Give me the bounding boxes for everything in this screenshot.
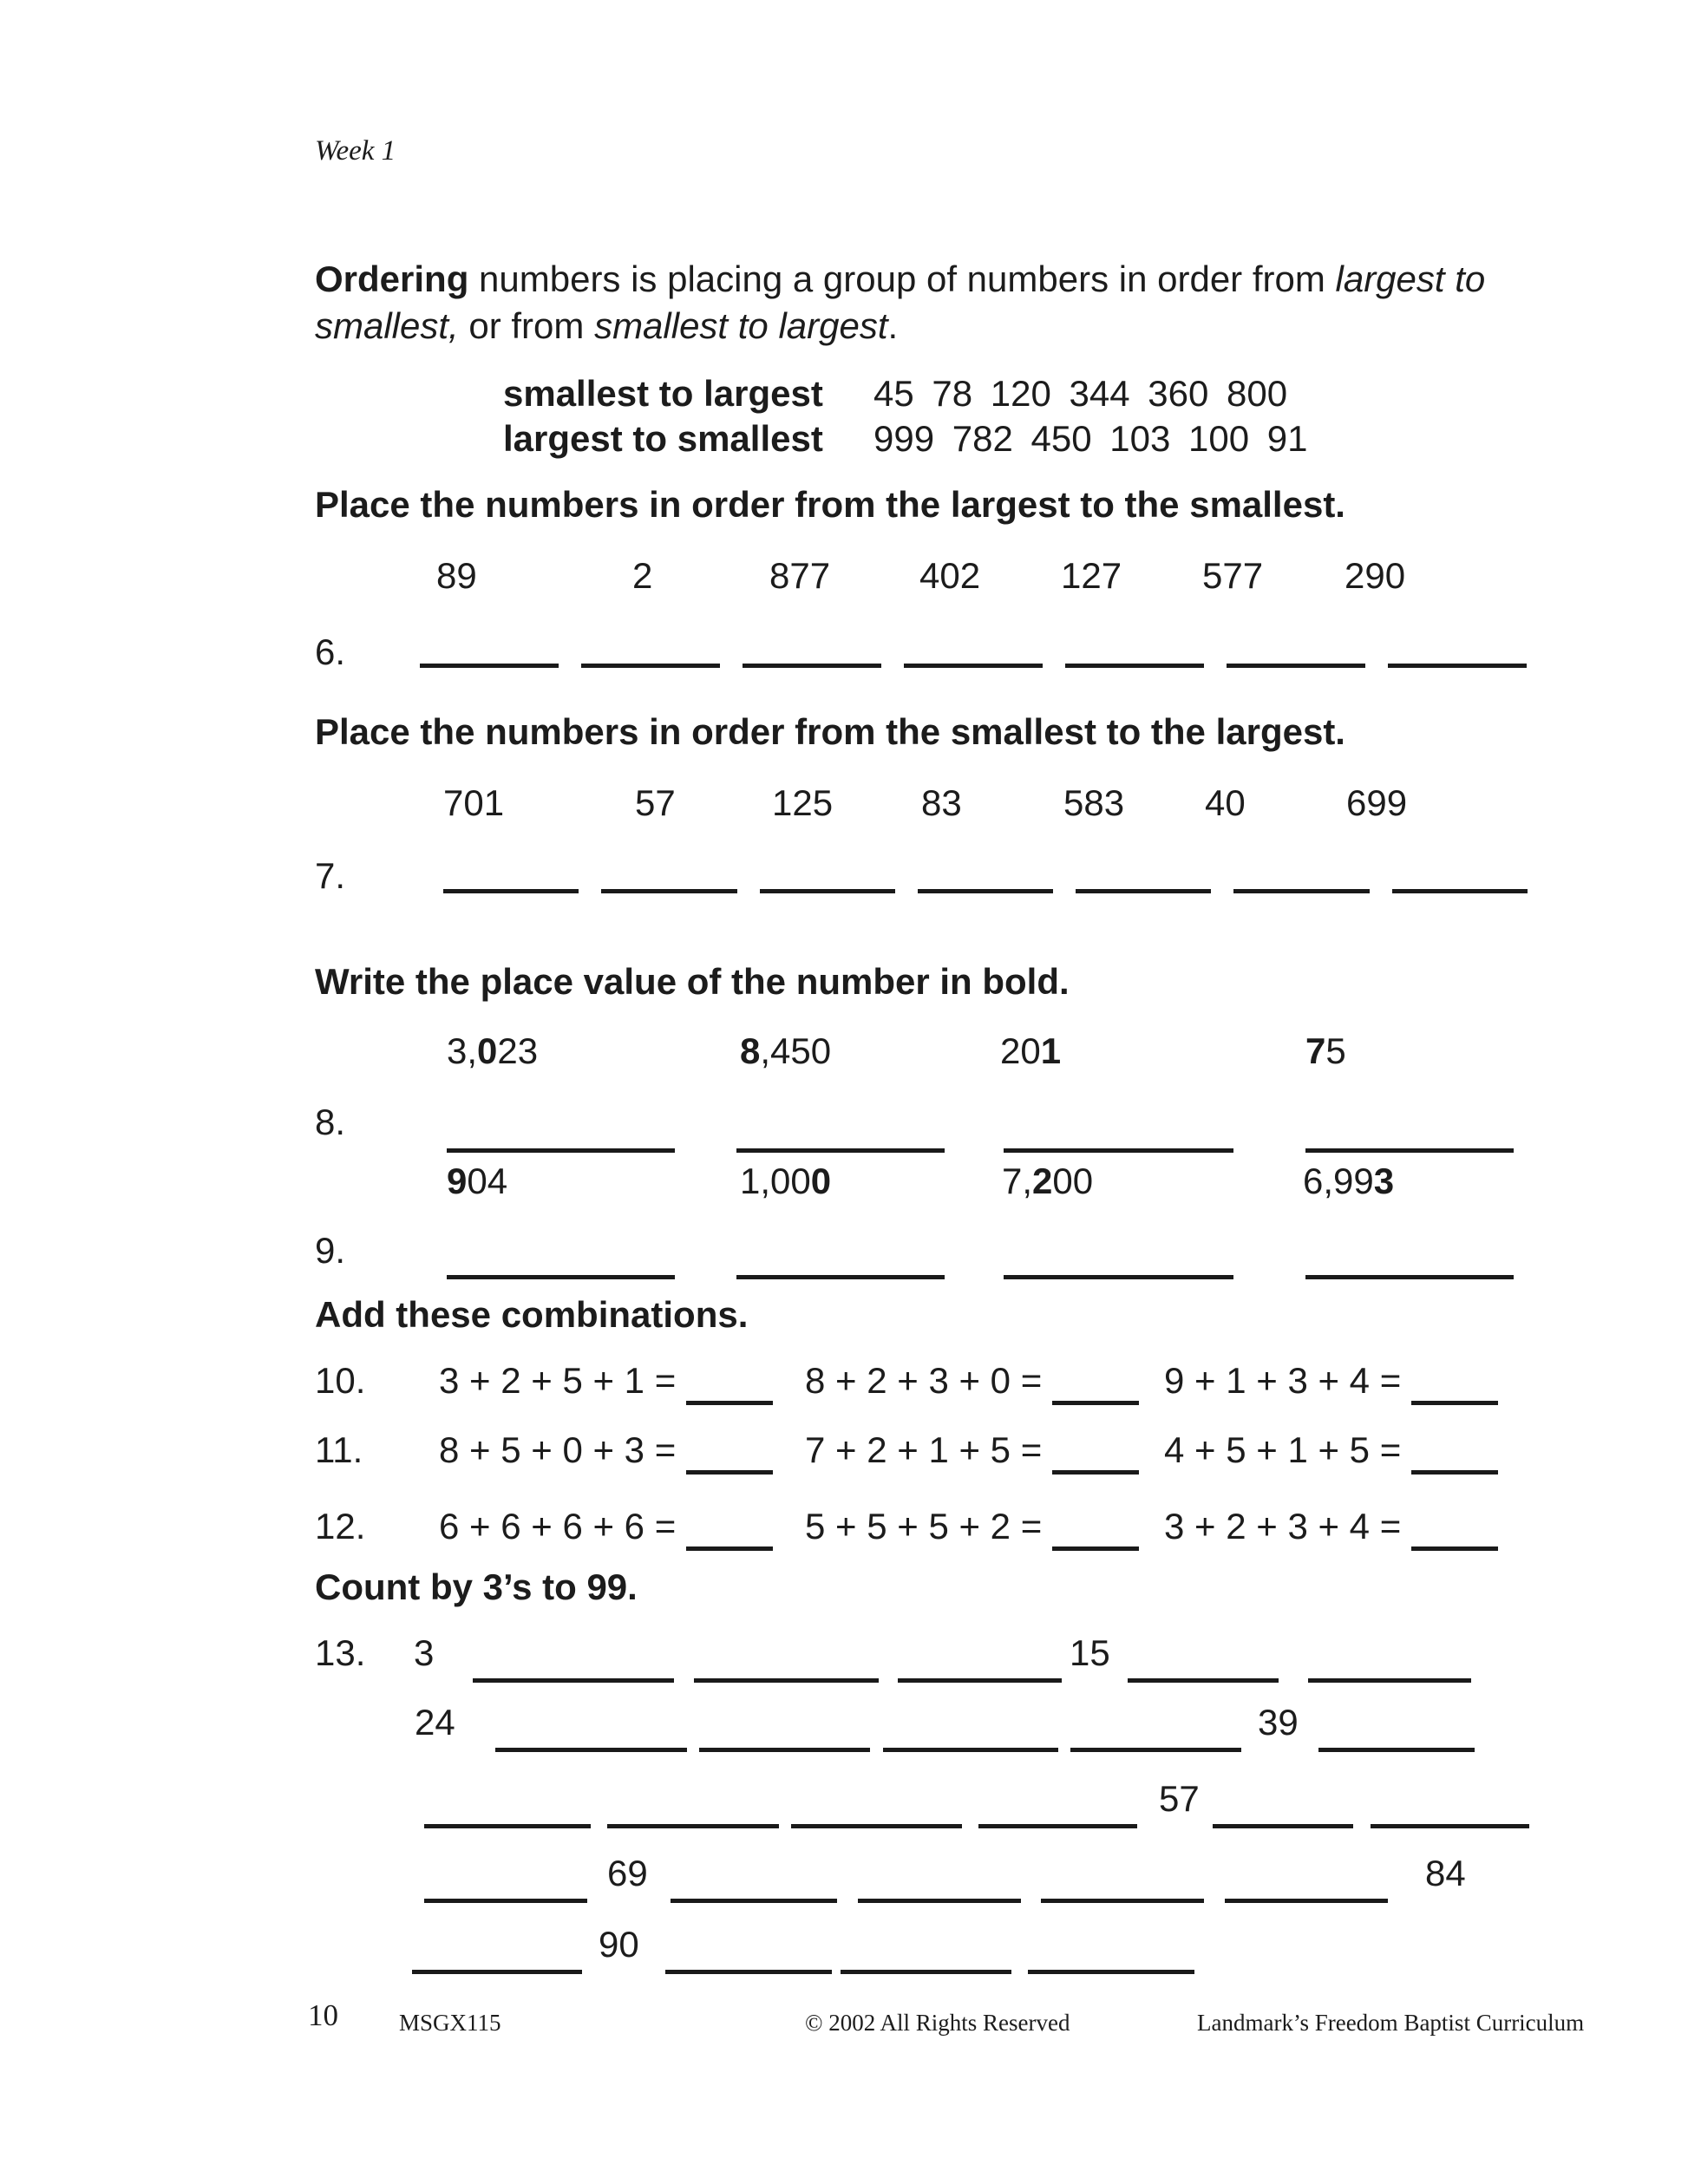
expression-text: 6 + 6 + 6 + 6 =: [439, 1506, 677, 1546]
answer-blank: [1308, 1635, 1471, 1683]
heading-count-by-3: Count by 3’s to 99.: [315, 1566, 638, 1607]
given-number: 125: [772, 782, 834, 823]
answer-blank: [904, 626, 1043, 668]
given-number: 127: [1061, 555, 1122, 596]
given-number: 57: [1159, 1778, 1200, 1819]
given-number: 2: [632, 555, 653, 596]
answer-blanks-q7: [443, 852, 1528, 893]
expression: [1164, 1504, 1498, 1551]
answer-blank: [694, 1635, 879, 1683]
count-row-1: [0, 1631, 1688, 1684]
expression: [1164, 1358, 1498, 1405]
example-label-smallest-to-largest: smallest to largest: [503, 373, 823, 414]
answer-blank: [671, 1855, 837, 1903]
place-value-number: 8,450: [740, 1030, 832, 1071]
item-number-8: 8.: [315, 1102, 346, 1142]
expression-text: 5 + 5 + 5 + 2 =: [805, 1506, 1043, 1546]
answer-blank: [1225, 1855, 1388, 1903]
footer-code: MSGX115: [399, 2010, 501, 2036]
given-number: 583: [1063, 782, 1125, 823]
expression: [805, 1358, 1139, 1405]
expression-text: 8 + 5 + 0 + 3 =: [439, 1429, 677, 1470]
answer-blank: [686, 1363, 773, 1405]
answer-blank: [743, 626, 881, 668]
given-number: 89: [436, 555, 477, 596]
given-number: 39: [1258, 1702, 1299, 1743]
answer-blank: [1041, 1855, 1204, 1903]
given-number: 3: [414, 1632, 435, 1673]
answer-blank: [791, 1781, 962, 1828]
answer-blank: [1411, 1508, 1498, 1551]
answer-blank: [1004, 1105, 1233, 1153]
answer-blank: [607, 1781, 779, 1828]
answer-blank: [447, 1232, 675, 1279]
example-numbers-smallest-to-largest: 45 78 120 344 360 800: [873, 373, 1288, 414]
answer-blank: [1076, 852, 1211, 893]
answer-blank: [420, 626, 559, 668]
answer-blank: [978, 1781, 1137, 1828]
given-number: 69: [607, 1853, 648, 1893]
given-number: 84: [1425, 1853, 1466, 1893]
answer-blank: [918, 852, 1053, 893]
answer-blank: [898, 1635, 1062, 1683]
item-number-11: 11.: [315, 1429, 363, 1470]
given-number: 57: [635, 782, 676, 823]
given-number: 699: [1346, 782, 1408, 823]
place-value-number: 201: [1000, 1030, 1062, 1071]
place-value-number: 1,000: [740, 1161, 832, 1201]
heading-combinations: Add these combinations.: [315, 1294, 749, 1335]
answer-blank: [1070, 1704, 1241, 1752]
given-number: 15: [1070, 1632, 1110, 1673]
answer-blank: [1065, 626, 1204, 668]
answer-blank: [1227, 626, 1365, 668]
place-value-number: 7,200: [1002, 1161, 1094, 1201]
count-row-4: [0, 1851, 1688, 1905]
given-number: 577: [1202, 555, 1264, 596]
expression: [1164, 1428, 1498, 1475]
given-number: 290: [1345, 555, 1406, 596]
answer-blank: [443, 852, 579, 893]
answer-blank: [736, 1232, 945, 1279]
item-number-13: 13.: [315, 1632, 366, 1673]
expression: [805, 1504, 1139, 1551]
heading-order-largest: Place the numbers in order from the largest to the smallest.: [315, 484, 1345, 525]
answer-blank: [883, 1704, 1058, 1752]
given-number: 24: [415, 1702, 455, 1743]
count-row-5: [0, 1922, 1688, 1976]
answer-blank: [1233, 852, 1369, 893]
given-number: 701: [443, 782, 505, 823]
answer-blank: [1128, 1635, 1279, 1683]
footer-publisher: Landmark’s Freedom Baptist Curriculum: [1197, 2010, 1585, 2036]
answer-blank: [1052, 1432, 1139, 1475]
answer-blank: [1392, 852, 1528, 893]
answer-blank: [1411, 1363, 1498, 1405]
answer-blank: [1213, 1781, 1353, 1828]
answer-blank: [424, 1781, 591, 1828]
expression: [439, 1358, 773, 1405]
answer-blank: [1052, 1363, 1139, 1405]
answer-blank: [473, 1635, 674, 1683]
place-value-number: 3,023: [447, 1030, 539, 1071]
count-row-2: [0, 1700, 1688, 1754]
item-number-12: 12.: [315, 1506, 366, 1546]
answer-blank: [1028, 1926, 1194, 1974]
week-label: Week 1: [315, 135, 396, 167]
place-value-number: 75: [1305, 1030, 1346, 1071]
place-value-number: 904: [447, 1161, 508, 1201]
place-value-number: 6,993: [1303, 1161, 1395, 1201]
answer-blank: [1388, 626, 1527, 668]
answer-blank: [858, 1855, 1021, 1903]
expression-text: 3 + 2 + 3 + 4 =: [1164, 1506, 1402, 1546]
answer-blank: [1305, 1105, 1514, 1153]
answer-blank: [1305, 1232, 1514, 1279]
given-number: 877: [769, 555, 831, 596]
answer-blank: [1318, 1704, 1475, 1752]
answer-blank: [1411, 1432, 1498, 1475]
heading-place-value: Write the place value of the number in bold.: [315, 961, 1070, 1002]
answer-blank: [736, 1105, 945, 1153]
given-number: 83: [921, 782, 962, 823]
heading-order-smallest: Place the numbers in order from the smallest to the largest.: [315, 711, 1345, 752]
given-number: 40: [1205, 782, 1246, 823]
item-number-10: 10.: [315, 1360, 366, 1401]
item-number-6: 6.: [315, 631, 346, 672]
answer-blank: [1052, 1508, 1139, 1551]
intro-line-1: Ordering numbers is placing a group of numbers in order from largest to: [315, 258, 1486, 299]
expression-text: 8 + 2 + 3 + 0 =: [805, 1360, 1043, 1401]
item-number-9: 9.: [315, 1230, 346, 1271]
answer-blank: [1004, 1232, 1233, 1279]
answer-blank: [1371, 1781, 1529, 1828]
expression-text: 7 + 2 + 1 + 5 =: [805, 1429, 1043, 1470]
answer-blank: [665, 1926, 832, 1974]
example-label-largest-to-smallest: largest to smallest: [503, 418, 823, 459]
given-number: 402: [919, 555, 981, 596]
expression-text: 3 + 2 + 5 + 1 =: [439, 1360, 677, 1401]
answer-blank: [760, 852, 895, 893]
answer-blanks-q6: [420, 626, 1527, 668]
intro-line-2: smallest, or from smallest to largest.: [315, 305, 899, 346]
expression: [805, 1428, 1139, 1475]
expression: [439, 1504, 773, 1551]
answer-blank: [601, 852, 736, 893]
answer-blank: [447, 1105, 675, 1153]
answer-blank: [581, 626, 720, 668]
answer-blank: [686, 1508, 773, 1551]
example-numbers-largest-to-smallest: 999 782 450 103 100 91: [873, 418, 1308, 459]
answer-blank: [841, 1926, 1011, 1974]
expression-text: 4 + 5 + 1 + 5 =: [1164, 1429, 1402, 1470]
answer-blank: [412, 1926, 582, 1974]
answer-blank: [686, 1432, 773, 1475]
expression: [439, 1428, 773, 1475]
answer-blank: [424, 1855, 587, 1903]
answer-blank: [699, 1704, 870, 1752]
given-number: 90: [599, 1924, 639, 1965]
answer-blank: [495, 1704, 687, 1752]
page-number: 10: [308, 1998, 338, 2032]
item-number-7: 7.: [315, 855, 346, 896]
footer-copyright: © 2002 All Rights Reserved: [805, 2010, 1070, 2036]
count-row-3: [0, 1776, 1688, 1830]
expression-text: 9 + 1 + 3 + 4 =: [1164, 1360, 1402, 1401]
